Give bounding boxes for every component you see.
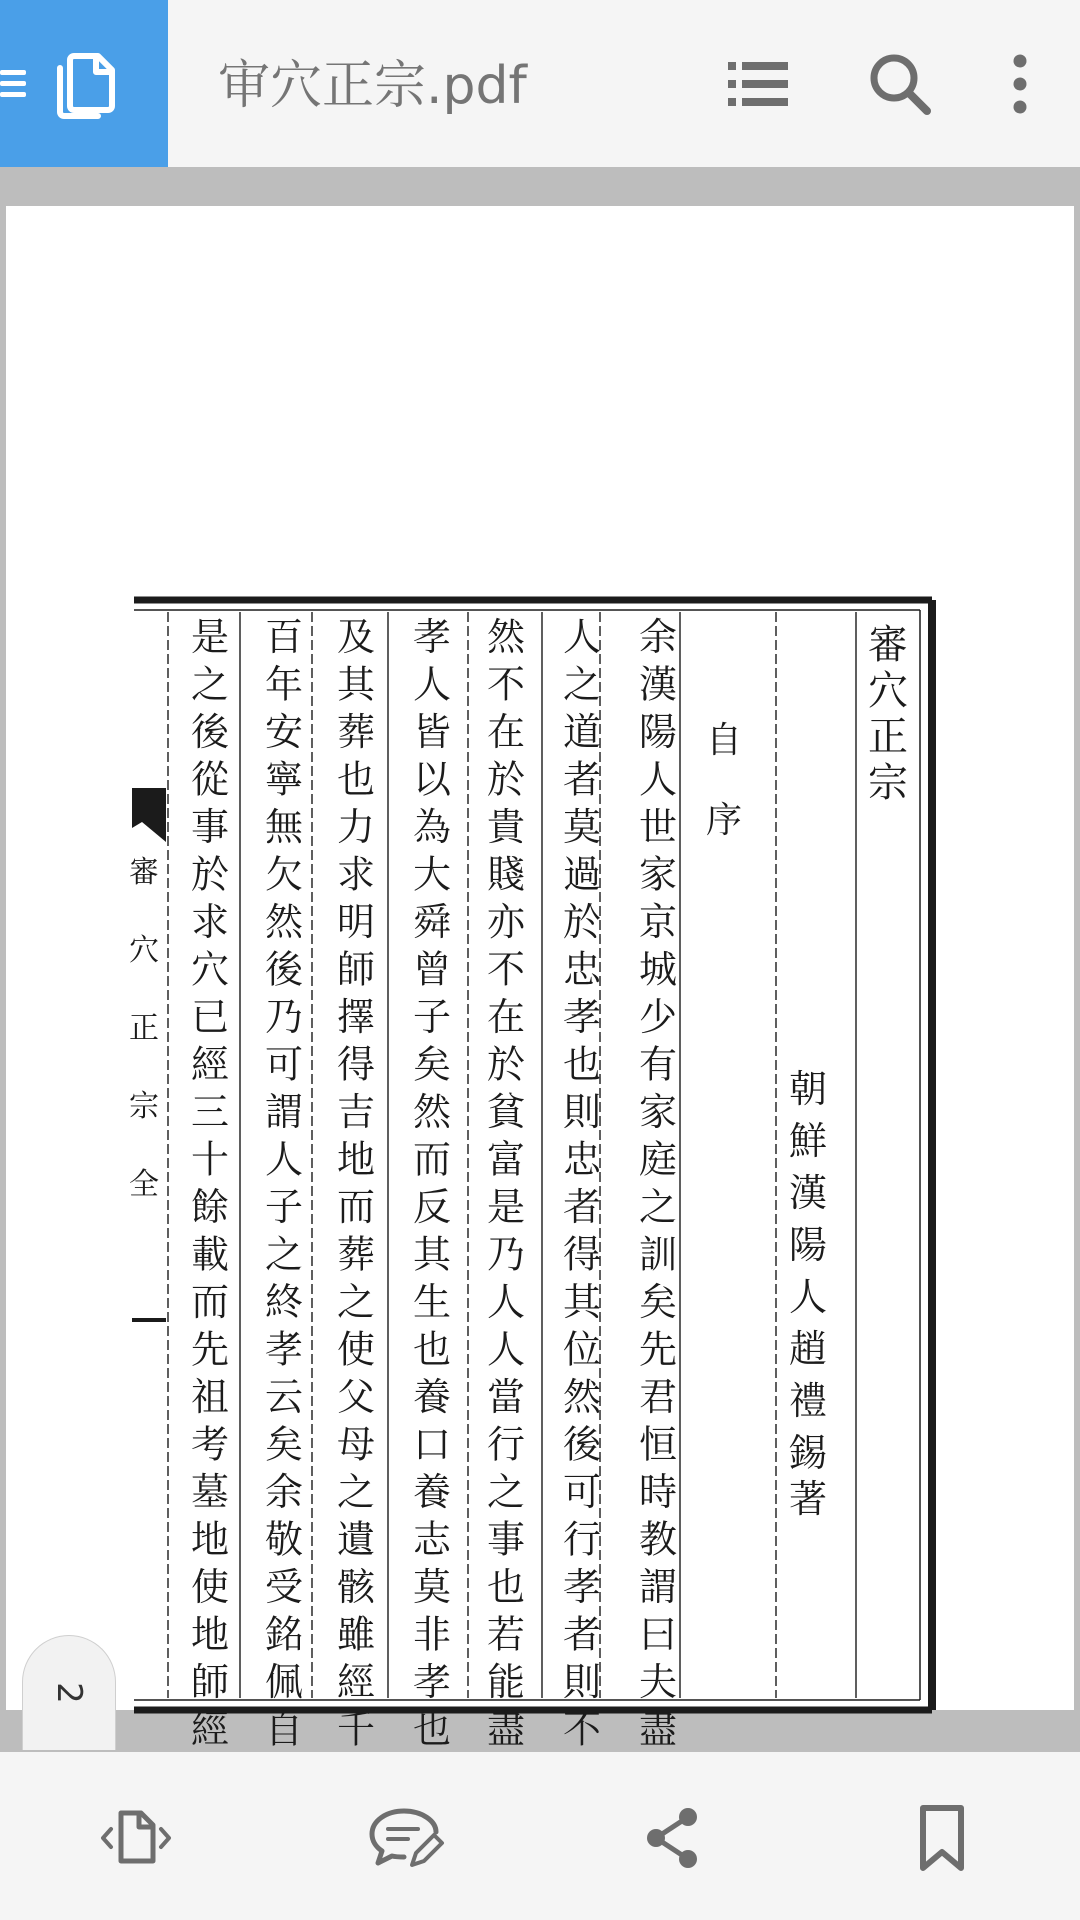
share-icon — [642, 1805, 702, 1871]
pdf-page[interactable] — [6, 206, 1074, 1752]
body-text-column: 及其葬也力求明師擇得吉地而葬之使父母之遺骸雖經千 — [336, 615, 376, 1752]
more-vert-icon — [1010, 53, 1030, 115]
search-icon — [867, 51, 933, 117]
author-suffix: 著 — [788, 1477, 828, 1521]
hamburger-icon — [0, 70, 26, 98]
body-text-column: 孝人皆以為大舜曾子矣然而反其生也養口養志莫非孝也 — [412, 615, 452, 1752]
body-text-column: 是之後從事於求穴已經三十餘載而先祖考墓地使地師經 — [190, 615, 230, 1752]
search-button[interactable] — [858, 42, 942, 126]
document-title: 审穴正宗.pdf — [218, 56, 527, 116]
bookmark-icon — [917, 1804, 967, 1872]
page-reflow-icon — [99, 1807, 173, 1869]
scanned-page-image — [129, 592, 942, 1752]
document-copy-icon — [54, 50, 118, 120]
side-strip-text — [129, 855, 159, 1202]
bottom-toolbar — [0, 1752, 1080, 1920]
bookmark-button[interactable] — [894, 1790, 990, 1886]
body-text-column: 然不在於貴賤亦不在於貧富是乃人人當行之事也若能盡 — [486, 615, 526, 1752]
book-title-column: 審穴正宗 — [868, 622, 908, 806]
comment-edit-icon — [368, 1805, 444, 1871]
page-indicator-value: 2 — [48, 1682, 89, 1704]
author-column: 朝鮮漢陽人趙禮錫 — [788, 1067, 828, 1475]
more-options-button[interactable] — [978, 42, 1062, 126]
body-text-column: 百年安寧無欠然後乃可謂人子之終孝云矣余敬受銘佩自 — [264, 615, 304, 1752]
navigation-drawer-button[interactable] — [0, 0, 168, 167]
annotate-button[interactable] — [358, 1790, 454, 1886]
body-text-column: 人之道者莫過於忠孝也則忠者得其位然後可行孝者則不 — [562, 615, 602, 1752]
svg-text:審穴正宗全: 審穴正宗全 — [129, 855, 159, 1202]
preface-heading: 自序 — [705, 720, 743, 841]
top-app-bar — [0, 0, 1080, 167]
outline-button[interactable] — [716, 42, 800, 126]
list-icon — [726, 56, 790, 112]
page-indicator-tab[interactable] — [22, 1635, 116, 1750]
reflow-button[interactable] — [88, 1790, 184, 1886]
share-button[interactable] — [624, 1790, 720, 1886]
body-text-column: 余漢陽人世家京城少有家庭之訓矣先君恒時教謂曰夫盡 — [638, 615, 678, 1752]
